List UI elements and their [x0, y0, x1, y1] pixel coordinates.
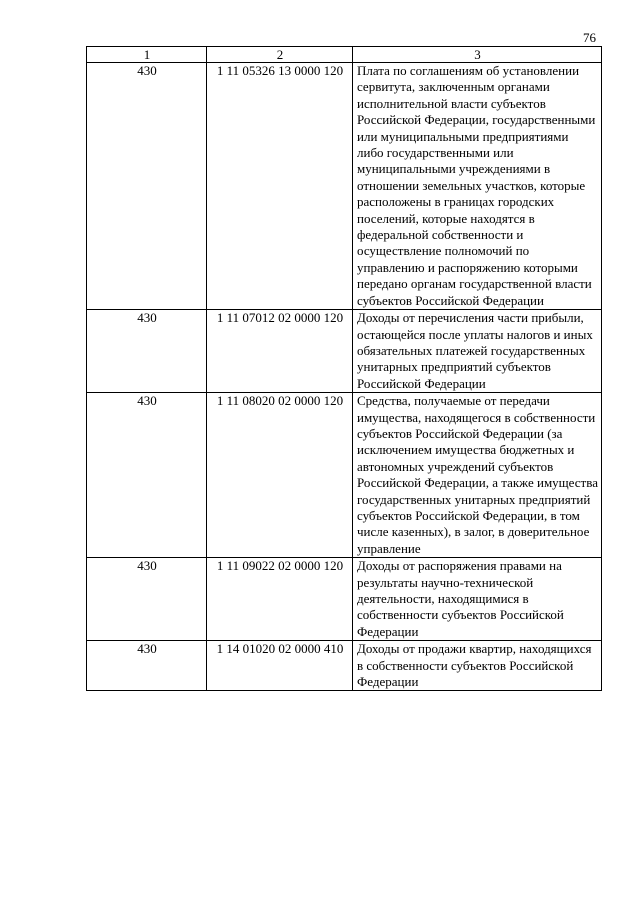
table-row [87, 310, 602, 393]
description-cell: Доходы от распоряжения правами на результаты научно-технической деятельности, находящимися в собственности субъектов Российской Федерации [353, 558, 602, 641]
table-row [87, 63, 602, 310]
description-cell: Средства, получаемые от передачи имущества, находящегося в собственности субъектов Российской Федерации (за исключением имущества бюджетных и автономных учреждений субъектов Российской Федерации, а также имущества государственных унитарных предприятий субъектов Российской Федерации, в том числе казенных), в залог, в доверительное управление [353, 393, 602, 558]
admin-code-cell: 430 [87, 393, 207, 558]
admin-code-cell: 430 [87, 310, 207, 393]
budget-code-cell: 1 11 08020 02 0000 120 [207, 393, 353, 558]
column-header-3: 3 [353, 47, 602, 63]
budget-code-cell: 1 14 01020 02 0000 410 [207, 641, 353, 691]
admin-code-cell: 430 [87, 558, 207, 641]
description-cell: Плата по соглашениям об установлении сервитута, заключенным органами исполнительной власти субъектов Российской Федерации, государственными или муниципальными предприятиями либо государственными или муниципальными учреждениями в отношении земельных участков, которые расположены в границах городских поселений, которые находятся в федеральной собственности и осуществление полномочий по управлению и распоряжению которыми передано органам государственной власти субъектов Российской Федерации [353, 63, 602, 310]
table-row [87, 558, 602, 641]
column-header-1: 1 [87, 47, 207, 63]
description-cell: Доходы от продажи квартир, находящихся в собственности субъектов Российской Федерации [353, 641, 602, 691]
budget-code-cell: 1 11 09022 02 0000 120 [207, 558, 353, 641]
description-cell: Доходы от перечисления части прибыли, остающейся после уплаты налогов и иных обязательных платежей государственных унитарных предприятий субъектов Российской Федерации [353, 310, 602, 393]
column-header-2: 2 [207, 47, 353, 63]
budget-classification-table [86, 46, 602, 691]
page-number: 76 [583, 30, 596, 45]
admin-code-cell: 430 [87, 63, 207, 310]
budget-code-cell: 1 11 05326 13 0000 120 [207, 63, 353, 310]
table-header-row [87, 47, 602, 63]
table-row [87, 641, 602, 691]
table-row [87, 393, 602, 558]
admin-code-cell: 430 [87, 641, 207, 691]
budget-code-cell: 1 11 07012 02 0000 120 [207, 310, 353, 393]
